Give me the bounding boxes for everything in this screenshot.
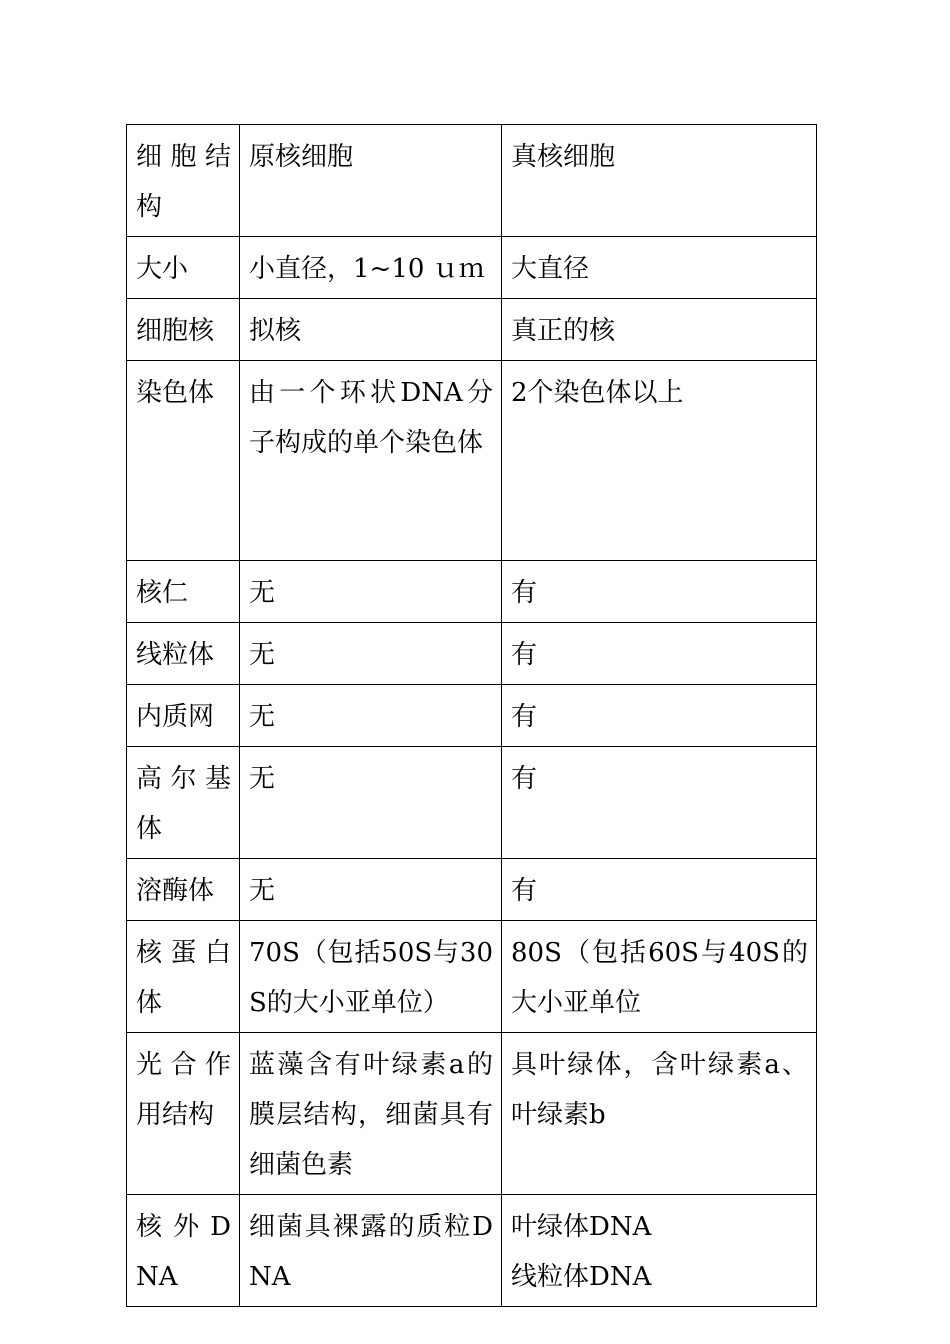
row-eukaryote: 2个染色体以上 [502, 361, 817, 561]
header-feature: 细胞结构 [127, 125, 240, 237]
row-prokaryote: 蓝藻含有叶绿素a的膜层结构，细菌具有细菌色素 [240, 1033, 502, 1195]
table-row [127, 623, 817, 685]
row-feature: 染色体 [127, 361, 240, 561]
cell-comparison-table [126, 124, 817, 1307]
row-feature: 核蛋白体 [127, 921, 240, 1033]
table-row [127, 561, 817, 623]
table-row [127, 921, 817, 1033]
table-row [127, 1033, 817, 1195]
row-feature: 大小 [127, 237, 240, 299]
row-prokaryote: 无 [240, 561, 502, 623]
row-eukaryote: 有 [502, 747, 817, 859]
row-prokaryote: 拟核 [240, 299, 502, 361]
row-feature: 溶酶体 [127, 859, 240, 921]
row-eukaryote: 大直径 [502, 237, 817, 299]
row-eukaryote: 具叶绿体，含叶绿素a、叶绿素b [502, 1033, 817, 1195]
row-prokaryote: 无 [240, 685, 502, 747]
row-eukaryote: 有 [502, 685, 817, 747]
row-feature: 细胞核 [127, 299, 240, 361]
table-row [127, 299, 817, 361]
table-header-row [127, 125, 817, 237]
row-prokaryote: 小直径，1~10 ｕｍ [240, 237, 502, 299]
header-eukaryote: 真核细胞 [502, 125, 817, 237]
row-eukaryote: 叶绿体DNA 线粒体DNA [502, 1195, 817, 1307]
row-eukaryote: 80S（包括60S与40S的大小亚单位 [502, 921, 817, 1033]
header-prokaryote: 原核细胞 [240, 125, 502, 237]
row-prokaryote: 由一个环状DNA分子构成的单个染色体 [240, 361, 502, 561]
table-row [127, 361, 817, 561]
row-feature: 线粒体 [127, 623, 240, 685]
table-row [127, 747, 817, 859]
row-prokaryote: 70S（包括50S与30S的大小亚单位） [240, 921, 502, 1033]
row-prokaryote: 细菌具裸露的质粒DNA [240, 1195, 502, 1307]
row-feature: 核仁 [127, 561, 240, 623]
row-eukaryote: 有 [502, 623, 817, 685]
table-row [127, 859, 817, 921]
row-feature: 高尔基体 [127, 747, 240, 859]
row-eukaryote: 真正的核 [502, 299, 817, 361]
row-prokaryote: 无 [240, 623, 502, 685]
row-feature: 内质网 [127, 685, 240, 747]
table-row [127, 1195, 817, 1307]
row-eukaryote: 有 [502, 561, 817, 623]
table-row [127, 237, 817, 299]
row-prokaryote: 无 [240, 747, 502, 859]
row-feature: 光合作用结构 [127, 1033, 240, 1195]
table-row [127, 685, 817, 747]
row-prokaryote: 无 [240, 859, 502, 921]
row-feature: 核外DNA [127, 1195, 240, 1307]
row-eukaryote: 有 [502, 859, 817, 921]
